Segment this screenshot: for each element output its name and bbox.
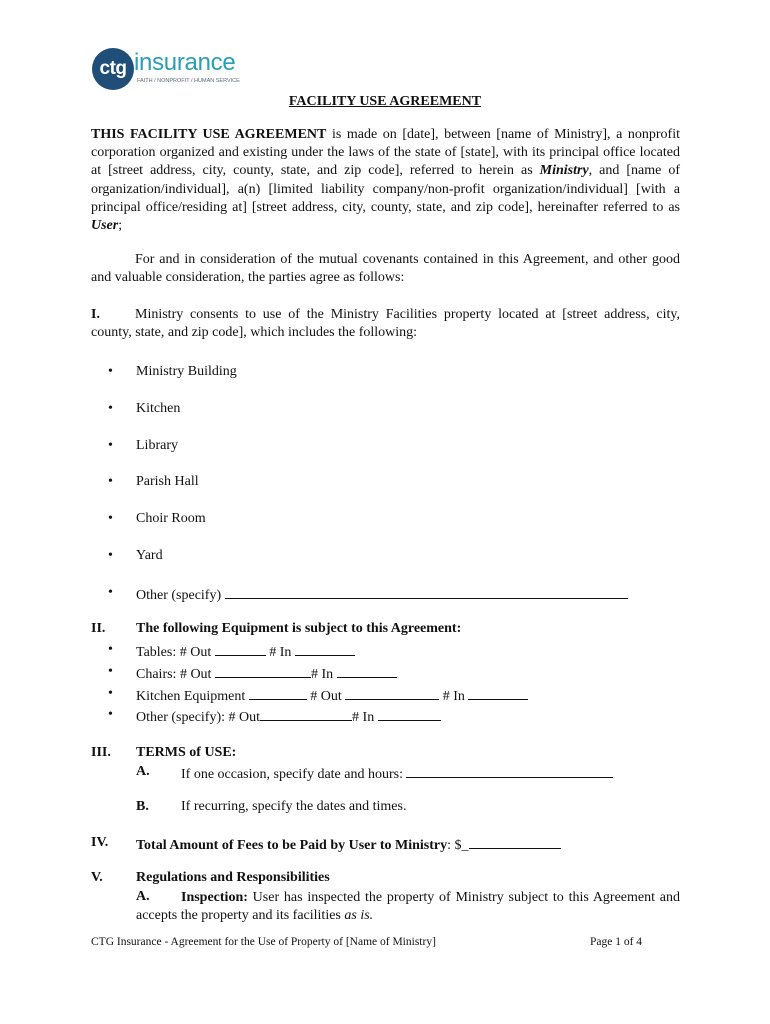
logo-mark: ctg bbox=[92, 48, 134, 90]
bullet-icon: • bbox=[108, 364, 113, 379]
bullet-icon: • bbox=[108, 642, 113, 657]
bullet-icon: • bbox=[108, 664, 113, 679]
other-in-field[interactable] bbox=[378, 707, 441, 721]
section-5a-label: A. bbox=[136, 889, 150, 904]
kitchen-in-field[interactable] bbox=[468, 686, 528, 700]
ctg-insurance-logo bbox=[92, 48, 242, 92]
section-1-numeral: I. bbox=[91, 307, 100, 322]
intro-text-1: is made on [date], between [name of Ministry], a nonprofit corporation organized and existing under the laws of the state of [state], with its principal office located at [street address, city, county, state, and zip code], referred to herein as bbox=[91, 127, 680, 179]
user-term: User bbox=[91, 218, 119, 234]
chairs-in-field[interactable] bbox=[337, 664, 397, 678]
section-5-heading: Regulations and Responsibilities bbox=[136, 870, 330, 885]
footer-page-number: Page 1 of 4 bbox=[590, 936, 643, 948]
intro-paragraph bbox=[91, 126, 680, 235]
section-1-text: Ministry consents to use of the Ministry Facilities property located at [street address, city, county, state, and zip code], which includes the following: bbox=[91, 307, 680, 341]
bullet-icon: • bbox=[108, 707, 113, 722]
section-1-paragraph bbox=[91, 306, 680, 342]
chairs-out-field[interactable] bbox=[215, 664, 311, 678]
fees-amount-field[interactable] bbox=[469, 835, 561, 849]
intro-text-2: , and [name of organization/individual], a(n) [limited liability company/non-profit organization/individual] [with a principal office/residing at] [street address, city, county, state, and zip code], hereinafter referred to as bbox=[91, 163, 681, 215]
logo-wordmark: insurance bbox=[134, 49, 236, 76]
section-5a-paragraph: Inspection: User has inspected the property of Ministry subject to this Agreement and accepts the property and its facilities as is. bbox=[136, 890, 680, 924]
section-5-numeral: V. bbox=[91, 870, 103, 885]
consideration-paragraph: For and in consideration of the mutual covenants contained in this Agreement, and other good and valuable consideration, the parties agree as follows: bbox=[91, 252, 680, 286]
kitchen-equipment-field[interactable] bbox=[249, 686, 307, 700]
bullet-icon: • bbox=[108, 474, 113, 489]
kitchen-out-field[interactable] bbox=[345, 686, 439, 700]
section-2-numeral: II. bbox=[91, 621, 106, 636]
other-out-field[interactable] bbox=[260, 707, 352, 721]
bullet-icon: • bbox=[108, 511, 113, 526]
bullet-icon: • bbox=[108, 686, 113, 701]
footer-left: CTG Insurance - Agreement for the Use of Property of [Name of Ministry] bbox=[91, 936, 436, 948]
section-4-line: Total Amount of Fees to be Paid by User to Ministry: $_ bbox=[136, 835, 561, 854]
intro-lead: THIS FACILITY USE AGREEMENT bbox=[91, 127, 327, 142]
section-2-heading: The following Equipment is subject to this Agreement: bbox=[136, 621, 462, 636]
bullet-icon: • bbox=[108, 401, 113, 416]
section-4-numeral: IV. bbox=[91, 835, 109, 850]
ministry-term: Ministry bbox=[539, 163, 589, 179]
bullet-icon: • bbox=[108, 438, 113, 453]
section-3b-label: B. bbox=[136, 799, 149, 814]
occasion-date-hours-field[interactable] bbox=[406, 764, 613, 778]
other-specify-field[interactable] bbox=[225, 585, 628, 599]
section-3-heading: TERMS of USE: bbox=[136, 745, 237, 760]
section-3a-label: A. bbox=[136, 764, 150, 779]
tables-out-field[interactable] bbox=[215, 642, 266, 656]
section-3a-text: If one occasion, specify date and hours: bbox=[181, 764, 613, 783]
section-3-numeral: III. bbox=[91, 745, 111, 760]
intro-text-3: ; bbox=[118, 218, 123, 234]
logo-tagline: FAITH / NONPROFIT / HUMAN SERVICE bbox=[137, 78, 240, 84]
tables-in-field[interactable] bbox=[295, 642, 355, 656]
bullet-icon: • bbox=[108, 585, 113, 600]
bullet-icon: • bbox=[108, 548, 113, 563]
section-3b-text: If recurring, specify the dates and times. bbox=[181, 799, 407, 814]
document-title: FACILITY USE AGREEMENT bbox=[288, 94, 482, 109]
